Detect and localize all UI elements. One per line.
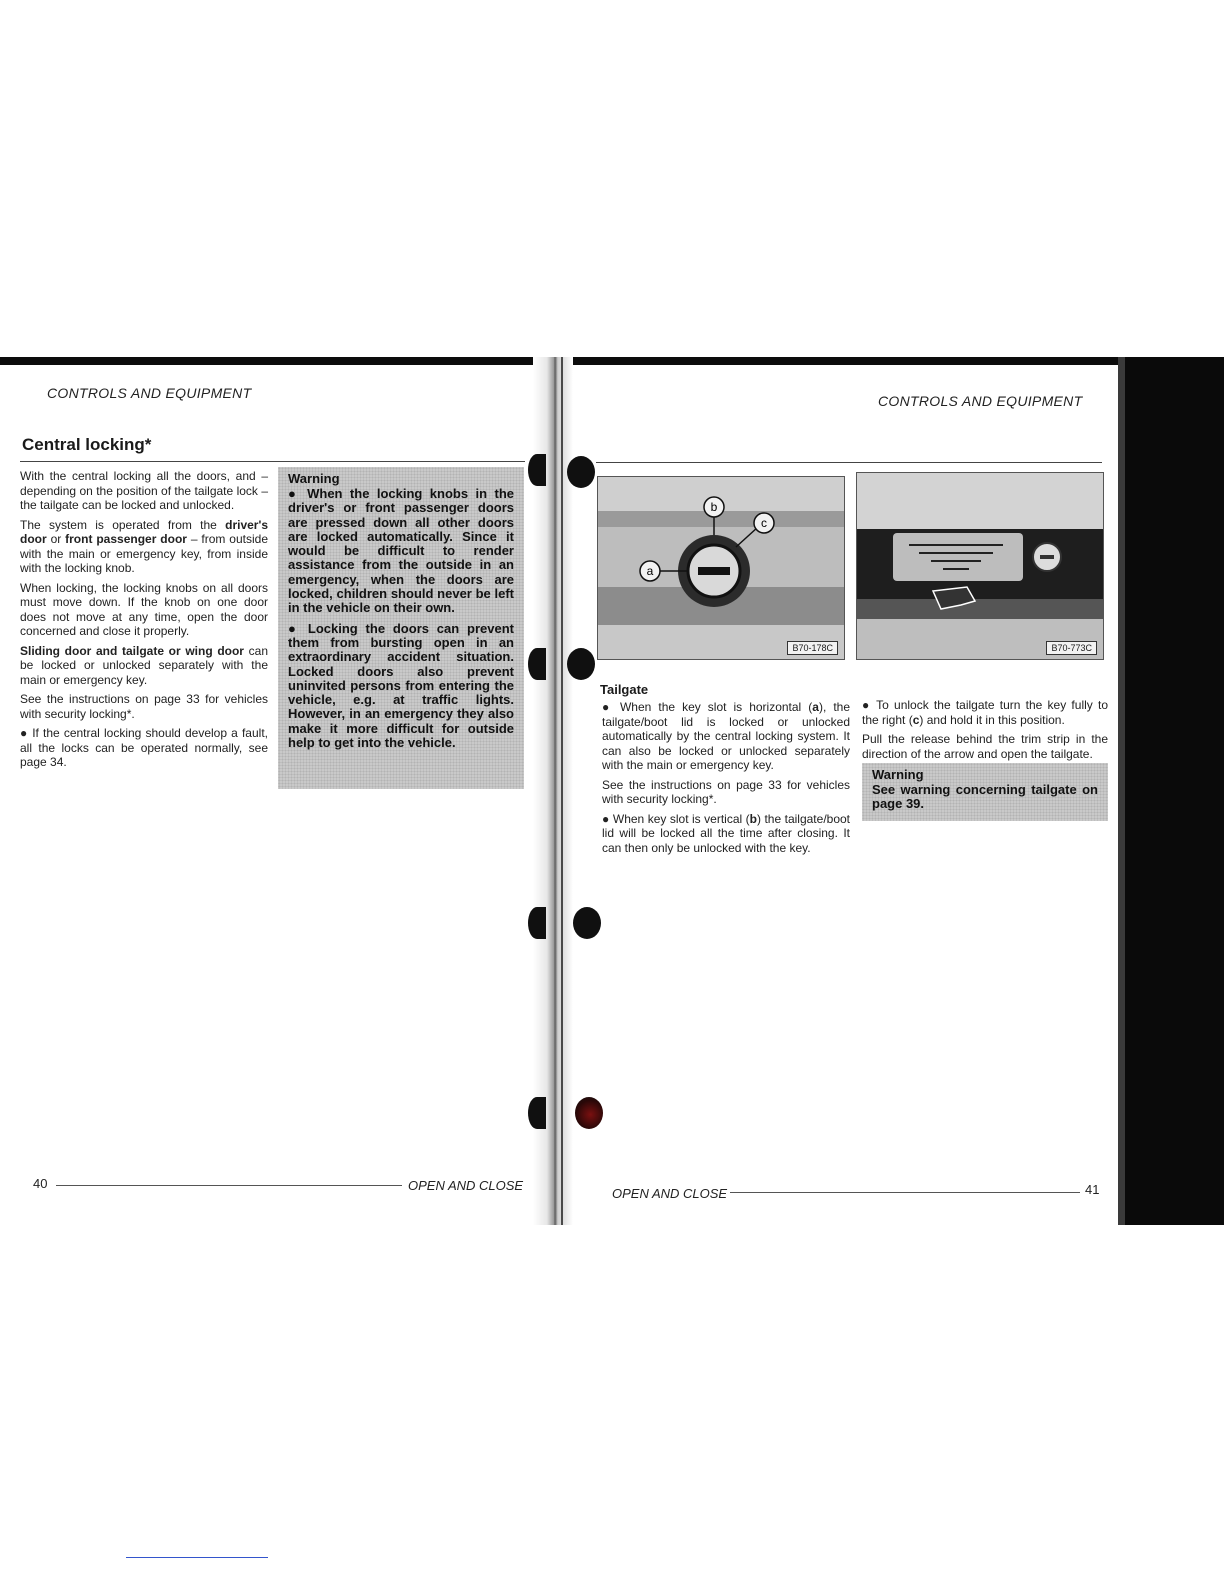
right-text-column-1	[602, 700, 850, 860]
running-head-left: CONTROLS AND EQUIPMENT	[47, 385, 252, 401]
figure-tailgate-release	[856, 472, 1104, 660]
paragraph: Pull the release behind the trim strip in the direction of the arrow and open the tailgate.	[862, 732, 1108, 761]
title-rule	[20, 461, 525, 462]
footer-rule	[730, 1192, 1080, 1193]
paragraph: ● To unlock the tailgate turn the key fully to the right (c) and hold it in this position.	[862, 698, 1108, 727]
callout-label-c: c	[761, 516, 767, 530]
binder-hole	[575, 1097, 603, 1129]
paragraph: See the instructions on page 33 for vehicles with security locking*.	[20, 692, 268, 721]
scan-right-edge-inner	[1118, 357, 1125, 1225]
footer-left: OPEN AND CLOSE	[408, 1178, 524, 1193]
lock-illustration	[598, 477, 845, 660]
bottom-underline	[126, 1557, 268, 1558]
binder-hole	[567, 648, 595, 680]
paragraph: ● When key slot is vertical (b) the tailgate/boot lid will be locked all the time after closing. It can then only be unlocked with the key.	[602, 811, 851, 855]
paragraph: Sliding door and tailgate or wing door can be locked or unlocked separately with the main or emergency key.	[20, 643, 268, 687]
section-title: Central locking*	[22, 435, 152, 454]
callout-label-b: b	[710, 500, 718, 514]
footer-rule	[56, 1185, 402, 1186]
paragraph: With the central locking all the doors, and – depending on the position of the tailgate lock – the tailgate can be locked and unlocked.	[20, 469, 268, 512]
binder-hole	[528, 1097, 546, 1129]
page-number-right: 41	[1085, 1182, 1100, 1197]
book-gutter	[533, 357, 573, 1225]
left-text-column	[20, 469, 268, 775]
tailgate-illustration	[857, 473, 1104, 660]
warning-box-left	[278, 467, 524, 789]
scan-right-edge	[1122, 357, 1224, 1225]
paragraph: ● When the key slot is horizontal (a), the tailgate/boot lid is locked or unlocked automatically by the central locking system. It can also be locked or unlocked separately with the main or emergency key.	[602, 700, 850, 772]
paragraph: ● If the central locking should develop a fault, all the locks can be operated normally, see page 34.	[20, 726, 268, 769]
warning-title: Warning	[872, 767, 924, 782]
binder-hole	[528, 648, 546, 680]
warning-text: ● When the locking knobs in the driver's or front passenger doors are pressed down all other doors are locked automatically. Since it would be difficult to render assistance from the outside in an emergency, when the doors are locked, children should never be left in the vehicle on their own.	[288, 486, 514, 616]
paragraph: The system is operated from the driver's door or front passenger door – from outside with the main or emergency key, from inside with the locking knob.	[20, 517, 269, 575]
figure-code: B70-773C	[1046, 641, 1097, 655]
paragraph: See the instructions on page 33 for vehicles with security locking*.	[602, 777, 850, 806]
binder-hole	[567, 456, 595, 488]
footer-right: OPEN AND CLOSE	[612, 1186, 728, 1201]
scan-top-band	[0, 357, 1224, 365]
warning-box-right	[862, 763, 1108, 821]
running-head-right: CONTROLS AND EQUIPMENT	[878, 393, 1083, 409]
top-rule-right	[596, 462, 1102, 463]
figure-code: B70-178C	[787, 641, 838, 655]
subsection-title: Tailgate	[600, 682, 649, 697]
warning-text: ● Locking the doors can prevent them from bursting open in an extraordinary accident situation. Locked doors also prevent uninvited persons from entering the vehicle, e.g. at traffic lights. However, in an emergency they also make it more difficult for outside help to get into the vehicle.	[288, 620, 514, 751]
callout-label-a: a	[646, 564, 654, 578]
binder-hole	[573, 907, 601, 939]
paragraph: When locking, the locking knobs on all doors must move down. If the knob on one door does not move at any time, open the door concerned and close it properly.	[20, 580, 268, 638]
binder-hole	[528, 907, 546, 939]
page-number-left: 40	[33, 1176, 48, 1191]
right-text-column-2	[862, 698, 1108, 766]
gutter-line	[561, 357, 563, 1225]
figure-lock-cylinder	[597, 476, 845, 660]
scanned-spread	[0, 357, 1224, 1225]
warning-title: Warning	[288, 471, 340, 486]
warning-text: See warning concerning tailgate on page 39.	[872, 782, 1098, 812]
binder-hole	[528, 454, 546, 486]
